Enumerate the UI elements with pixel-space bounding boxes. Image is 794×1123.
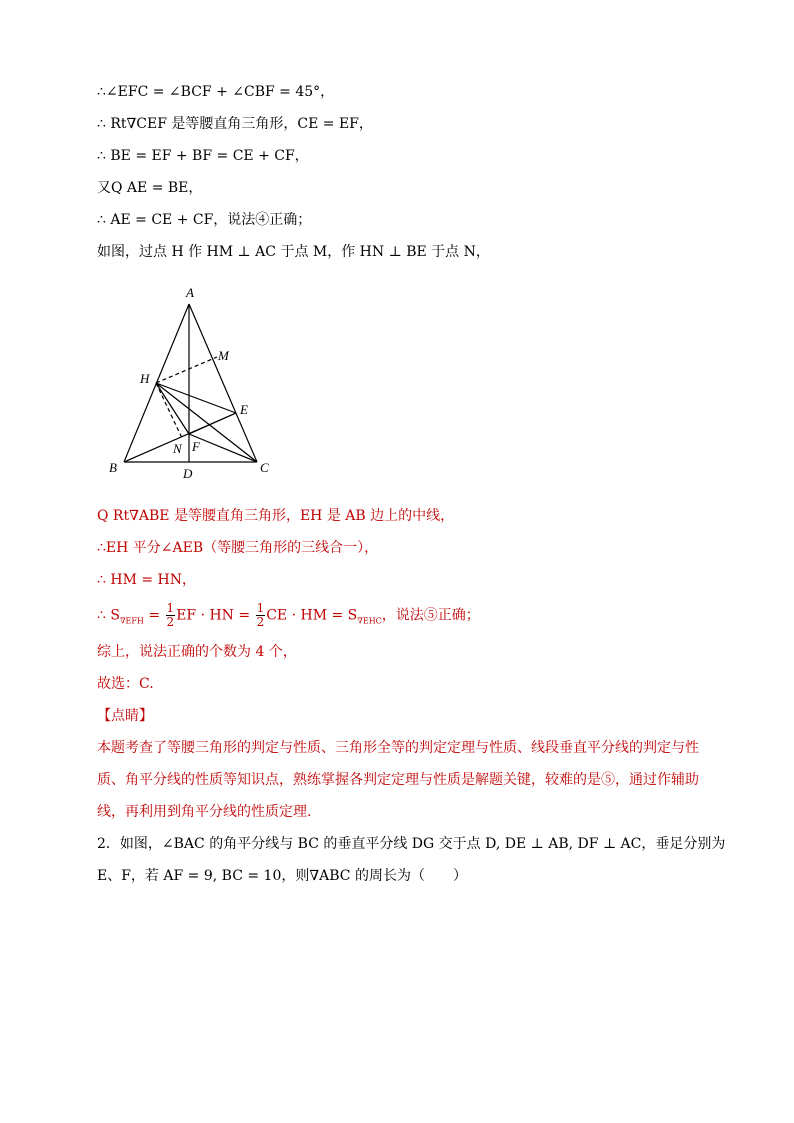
text-line-14: 本题考查了等腰三角形的判定与性质、三角形全等的判定定理与性质、线段垂直平分线的判定与性 [97, 740, 699, 756]
area-s-left: ∴ S [97, 607, 120, 624]
section-heading-dianjing: 【点睛】 [97, 708, 153, 724]
fraction-num-1: 1 [166, 601, 175, 615]
equals-1: = [143, 607, 165, 624]
text-line-15: 质、角平分线的性质等知识点，熟练掌握各判定定理与性质是解题关键，较难的是⑤，通过作辅助 [97, 772, 699, 788]
label-m: M [218, 348, 229, 363]
text-line-6: 如图，过点 H 作 HM ⊥ AC 于点 M，作 HN ⊥ BE 于点 N， [97, 244, 490, 260]
fraction-den-1: 2 [166, 615, 175, 629]
label-f: F [192, 439, 200, 454]
text-line-2: ∴ Rt∇CEF 是等腰直角三角形，CE = EF， [97, 116, 373, 132]
question-2-line-2: E、F，若 AF = 9, BC = 10，则∇ABC 的周长为（ ） [97, 868, 467, 884]
geometry-figure [97, 280, 287, 480]
label-c: C [260, 460, 269, 475]
label-h: H [140, 371, 150, 386]
segment-hf [156, 383, 189, 434]
text-line-5: ∴ AE = CE + CF，说法④正确； [97, 212, 312, 228]
conclusion-5: ，说法⑤正确； [381, 607, 480, 624]
text-line-10 [97, 602, 480, 631]
fraction-num-2: 1 [256, 601, 265, 615]
fraction-half-2 [256, 602, 266, 629]
text-line-11: 综上，说法正确的个数为 4 个， [97, 644, 297, 660]
segment-fe [189, 413, 236, 434]
question-2-line-1: 2．如图，∠BAC 的角平分线与 BC 的垂直平分线 DG 交于点 D, DE ⊥ AB, DF ⊥ AC，垂足分别为 [97, 836, 726, 852]
text-line-16: 线，再利用到角平分线的性质定理. [97, 804, 312, 820]
text-line-12: 故选：C. [97, 676, 154, 692]
area-sub-ehc: ∇EHC [357, 616, 382, 626]
text-line-4: 又Q AE = BE， [97, 180, 203, 196]
text-line-3: ∴ BE = EF + BF = CE + CF， [97, 148, 309, 164]
label-n: N [173, 441, 182, 456]
label-a: A [186, 285, 194, 300]
label-d: D [183, 466, 193, 480]
text-line-8: ∴EH 平分∠AEB（等腰三角形的三线合一）， [97, 540, 379, 556]
segment-hc [156, 383, 257, 462]
text-line-1: ∴∠EFC = ∠BCF + ∠CBF = 45°， [97, 84, 335, 100]
fraction-den-2: 2 [256, 615, 265, 629]
label-e: E [240, 402, 248, 417]
area-sub-efh: ∇EFH [119, 616, 144, 626]
product-ce-hm: CE · HM = S [266, 607, 358, 624]
product-ef-hn: EF · HN = [176, 607, 255, 624]
text-line-7: Q Rt∇ABE 是等腰直角三角形，EH 是 AB 边上的中线， [97, 508, 455, 524]
text-line-9: ∴ HM = HN， [97, 572, 196, 588]
fraction-half-1 [166, 602, 176, 629]
label-b: B [109, 460, 117, 475]
